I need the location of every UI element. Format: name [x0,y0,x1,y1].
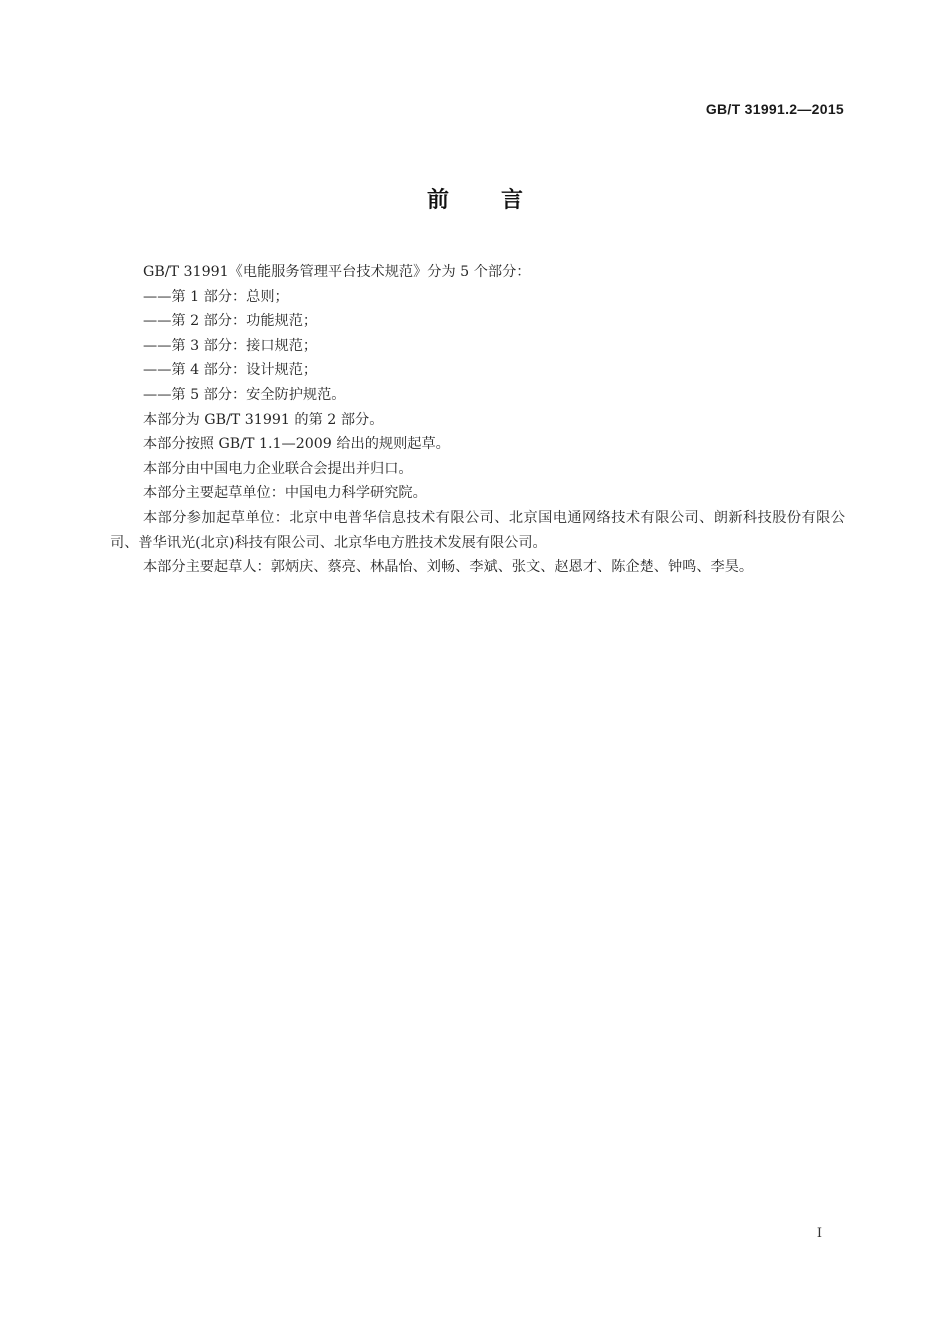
page-number: I [816,1226,822,1241]
paragraph-part-statement: 本部分为 GB/T 31991 的第 2 部分。 [143,411,384,428]
paragraph-proposer: 本部分由中国电力企业联合会提出并归口。 [143,460,413,477]
paragraph-participating-units: 本部分参加起草单位：北京中电普华信息技术有限公司、北京国电通网络技术有限公司、朗新科技股份有限公司、普华讯光(北京)科技有限公司、北京华电方胜技术发展有限公司。 [110,509,845,551]
paragraph-main-drafters: 本部分主要起草人：郭炳庆、蔡亮、林晶怡、刘畅、李斌、张文、赵恩才、陈企楚、钟鸣、李昊。 [143,559,754,576]
paragraph-main-drafter-unit: 本部分主要起草单位：中国电力科学研究院。 [143,485,427,502]
intro-paragraph: GB/T 31991《电能服务管理平台技术规范》分为 5 个部分： [143,264,531,280]
part-item-4: ——第 4 部分：设计规范； [143,362,318,379]
part-item-2: ——第 2 部分：功能规范； [143,313,318,330]
part-item-1: ——第 1 部分：总则； [143,288,289,305]
part-item-3: ——第 3 部分：接口规范； [143,337,318,354]
part-item-5: ——第 5 部分：安全防护规范。 [143,386,346,403]
paragraph-drafting-rules: 本部分按照 GB/T 1.1—2009 给出的规则起草。 [143,436,450,453]
standard-code: GB/T 31991.2—2015 [705,101,844,117]
page-title: 前言 [426,188,575,213]
foreword-body [110,260,845,580]
